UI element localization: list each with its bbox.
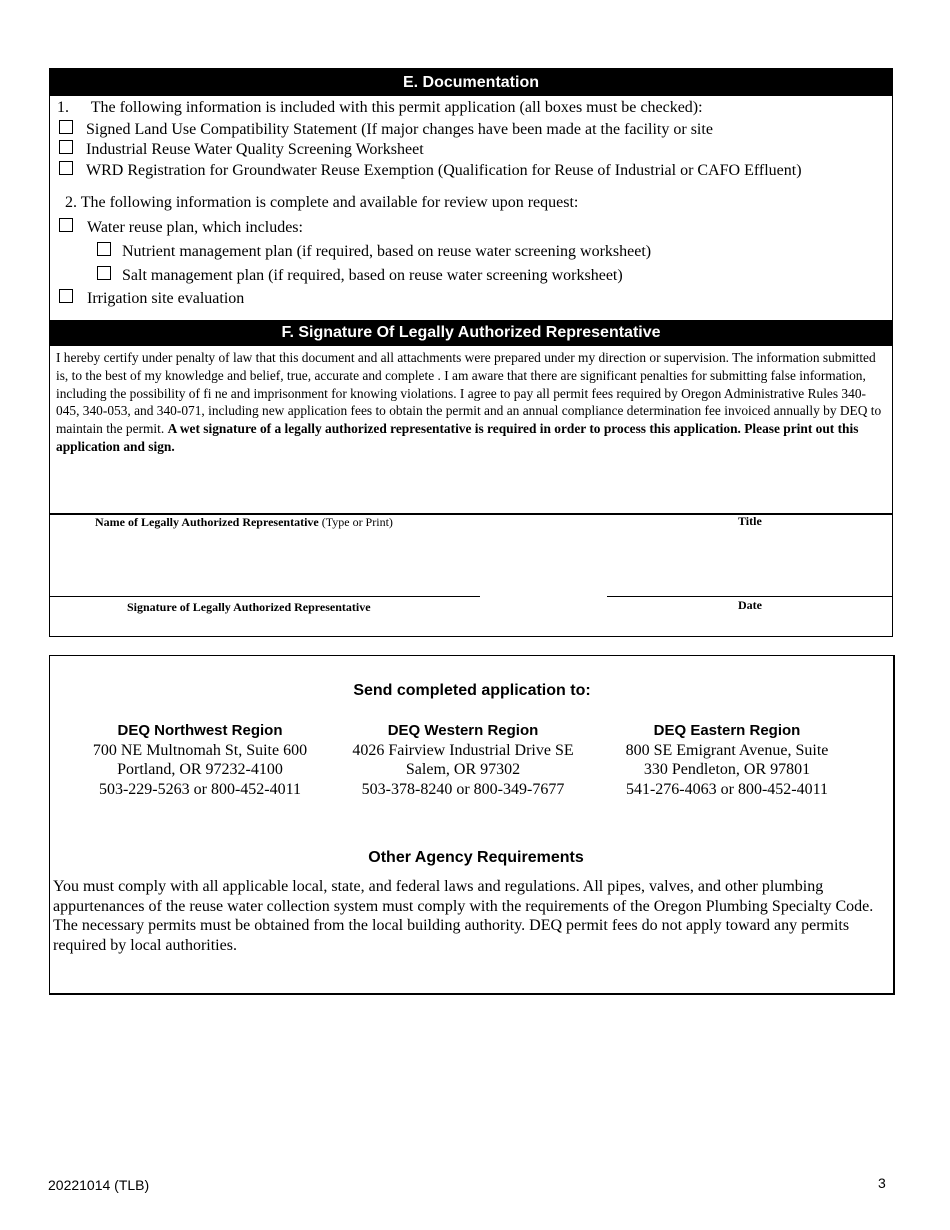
- item1-text: The following information is included with this permit application (all boxes must be checked):: [90, 99, 703, 116]
- nutrient-plan-label: Nutrient management plan (if required, based on reuse water screening worksheet): [122, 243, 652, 260]
- date-line: [607, 596, 893, 597]
- title-label: Title: [738, 514, 762, 528]
- water-reuse-label: Water reuse plan, which includes:: [87, 219, 303, 236]
- certification-bold-text: A wet signature of a legally authorized representative is required in order to process this application. Please print out this application and sign.: [56, 421, 859, 454]
- application-form-sections: [49, 68, 893, 637]
- irrigation-label: Irrigation site evaluation: [87, 290, 245, 307]
- region-eastern-phone: 541-276-4063 or 800-452-4011: [625, 780, 829, 798]
- item2-text: The following information is complete and available for review upon request:: [80, 194, 579, 211]
- check-row-nutrient-plan: [97, 242, 651, 261]
- region-eastern-line1: 800 SE Emigrant Avenue, Suite: [625, 741, 829, 759]
- other-agency-title: Other Agency Requirements: [368, 849, 584, 866]
- region-northwest-name: DEQ Northwest Region: [117, 722, 283, 739]
- item2-number: 2.: [65, 194, 77, 211]
- wrd-registration-label: WRD Registration for Groundwater Reuse Exemption (Qualification for Reuse of Industrial or CAFO Effluent): [86, 162, 802, 179]
- name-label: [95, 515, 393, 530]
- date-label: Date: [738, 598, 762, 612]
- section-f-header: F. Signature Of Legally Authorized Representative: [50, 320, 892, 346]
- nutrient-plan-checkbox[interactable]: [97, 242, 111, 256]
- region-western-phone: 503-378-8240 or 800-349-7677: [361, 780, 565, 798]
- item1-number: 1.: [57, 99, 69, 116]
- region-northwest-line1: 700 NE Multnomah St, Suite 600: [92, 741, 308, 759]
- region-northwest-phone: 503-229-5263 or 800-452-4011: [98, 780, 302, 798]
- name-label-suffix: (Type or Print): [321, 515, 393, 529]
- signature-line: [50, 596, 480, 597]
- salt-plan-label: Salt management plan (if required, based on reuse water screening worksheet): [122, 267, 623, 284]
- region-eastern-name: DEQ Eastern Region: [653, 722, 801, 739]
- salt-plan-checkbox[interactable]: [97, 266, 111, 280]
- certification-paragraph: [56, 349, 888, 456]
- region-western-line2: Salem, OR 97302: [405, 761, 521, 778]
- send-application-box: [49, 655, 895, 995]
- screening-worksheet-checkbox[interactable]: [59, 140, 73, 154]
- section-e-header: E. Documentation: [50, 69, 892, 96]
- land-use-checkbox[interactable]: [59, 120, 73, 134]
- send-title: Send completed application to:: [353, 682, 591, 699]
- signature-label: Signature of Legally Authorized Representative: [127, 600, 371, 614]
- water-reuse-checkbox[interactable]: [59, 218, 73, 232]
- name-label-text: Name of Legally Authorized Representative: [95, 515, 319, 529]
- page-number: 3: [878, 1175, 886, 1191]
- item2-row: [65, 194, 578, 212]
- other-agency-text: You must comply with all applicable local, state, and federal laws and regulations. All pipes, valves, and other plumbing appurtenances of the reuse water collection system must comply with the requirements of the Oregon Plumbing Specialty Code. The necessary permits must be obtained from the local building authority. DEQ permit fees do not apply toward any permits required by local authorities.: [53, 878, 874, 954]
- document-id: 20221014 (TLB): [48, 1177, 150, 1193]
- screening-worksheet-label: Industrial Reuse Water Quality Screening Worksheet: [86, 141, 424, 158]
- check-row-irrigation: [59, 289, 244, 308]
- title-input-area[interactable]: [630, 531, 870, 591]
- region-northwest-line2: Portland, OR 97232-4100: [117, 761, 283, 778]
- check-row-water-reuse: [59, 218, 303, 237]
- check-row-salt-plan: [97, 266, 623, 285]
- region-western-line1: 4026 Fairview Industrial Drive SE: [352, 741, 574, 759]
- check-row-wrd-registration: [59, 161, 802, 180]
- land-use-label: Signed Land Use Compatibility Statement (If major changes have been made at the facility or site: [86, 121, 713, 138]
- wrd-registration-checkbox[interactable]: [59, 161, 73, 175]
- check-row-screening-worksheet: [59, 140, 424, 159]
- name-input-area[interactable]: [70, 531, 470, 591]
- item1-row: [57, 99, 703, 117]
- region-eastern: [594, 721, 860, 799]
- check-row-land-use: [59, 120, 713, 139]
- region-eastern-line2: 330 Pendleton, OR 97801: [643, 761, 811, 778]
- region-western-name: DEQ Western Region: [387, 722, 539, 739]
- region-western: [330, 721, 596, 799]
- certification-text: I hereby certify under penalty of law that this document and all attachments were prepared under my direction or supervision. The information submitted is, to the best of my knowledge and belief, true, accurate and complete . I am aware that there are significant penalties for submitting false information, including the possibility of fi ne and imprisonment for knowing violations. I agree to pay all permit fees required by Oregon Administrative Rules 340-045, 340-053, and 340-071, including new application fees to obtain the permit and an annual compliance determination fee invoiced annually by DEQ to maintain the permit.: [56, 350, 882, 437]
- irrigation-checkbox[interactable]: [59, 289, 73, 303]
- region-northwest: [68, 721, 332, 799]
